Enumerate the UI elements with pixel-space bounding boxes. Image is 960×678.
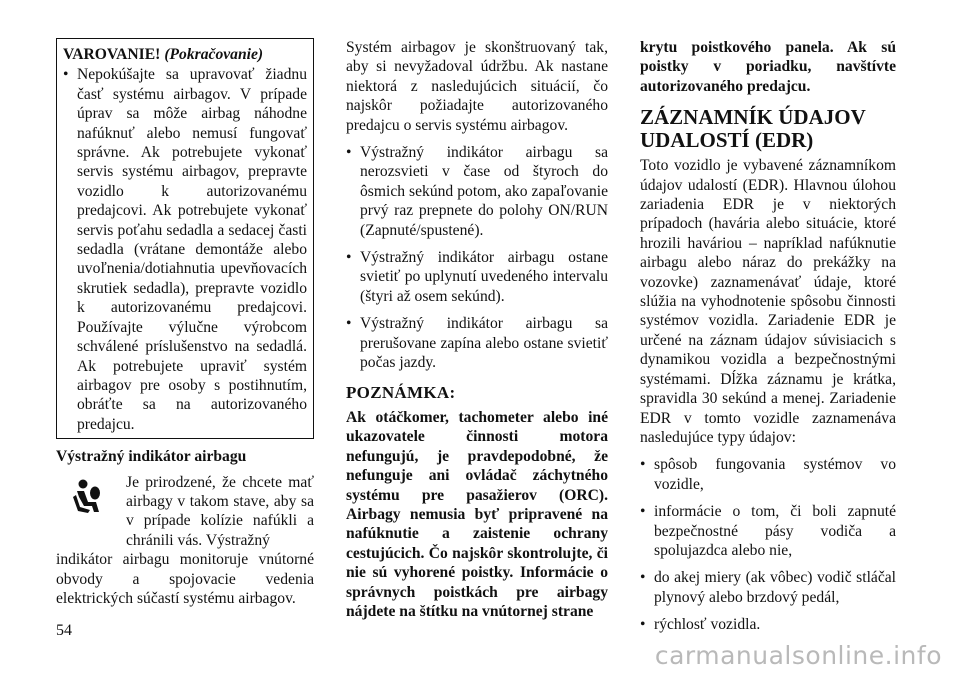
note-heading: POZNÁMKA: <box>346 382 456 402</box>
indicator-heading: Výstražný indikátor airbagu <box>56 448 247 466</box>
warning-list <box>63 65 307 434</box>
edr-body: Toto vozidlo je vybavené záznamníkom údajov udalostí (EDR). Hlavnou úlohou zariadenia EDR je v niektorých prípadoch (havária alebo situácie, ktoré hrozili haváriou – napríklad nafúknutie airbagu alebo náraz do prekážky na vozovke) zaznamenávať údaje, ktoré slúžia na vyhodnotenie spôsobu činnosti systémov vozidla. Zariadenie EDR je určené na záznam údajov súvisiacich s dynamikou vozidla a bezpečnostnými systémami. Dĺžka záznamu je krátka, spravidla 30 sekúnd a menej. Zariadenie EDR v tomto vozidle zaznamenáva nasledujúce typy údajov: <box>640 157 896 446</box>
indicator-text-full: indikátor airbagu monitoruje vnútorné obvody a spojovacie vedenia elektrických súčastí systému airbagov. <box>56 551 314 607</box>
warning-label: VAROVANIE! <box>63 46 161 63</box>
edr-data-list <box>640 455 896 634</box>
left-column <box>56 38 314 608</box>
watermark: carmanualsonline.info <box>654 641 942 670</box>
warning-box <box>56 38 314 439</box>
middle-column <box>346 38 608 621</box>
edr-heading-line2: UDALOSTÍ (EDR) <box>640 128 814 153</box>
page-number: 54 <box>56 622 72 639</box>
note-continued: krytu poistkového panela. Ak sú poistky v poriadku, navštívte autorizovaného predajcu. <box>640 39 896 95</box>
list-item: • Výstražný indikátor airbagu sa nerozsvieti v čase od štyroch do ôsmich sekúnd potom, ako zapaľovanie prvý raz prepnete do polohy ON/RUN (Zapnuté/spustené). <box>346 143 608 240</box>
list-item: • do akej miery (ak vôbec) vodič stláčal plynový alebo brzdový pedál, <box>640 568 896 607</box>
note-text: Ak otáčkomer, tachometer alebo iné ukazovatele činnosti motora nefungujú, je pravdepodobné, že nefunguje ani ovládač záchytného systému pre pasažierov (ORC). Airbagy nemusia byť pripravené na nafúknutie a zaistenie ochrany cestujúcich. Čo najskôr skontrolujte, či nie sú vyhorené poistky. Informácie o správnych poistkách pre airbagy nájdete na štítku na vnútornej strane <box>346 408 608 620</box>
airbag-warning-icon <box>68 478 108 518</box>
list-item: • Výstražný indikátor airbagu sa prerušovane zapína alebo ostane svietiť počas jazdy. <box>346 314 608 372</box>
right-column <box>640 38 896 643</box>
edr-heading <box>640 106 896 152</box>
maintenance-intro: Systém airbagov je skonštruovaný tak, aby si nevyžadoval údržbu. Ak nastane niektorá z nasledujúcich situácií, čo najskôr požiadajte autorizovaného predajcu o servis systému airbagov. <box>346 39 608 134</box>
warning-item: • Nepokúšajte sa upravovať žiadnu časť systému airbagov. V prípade úprav sa môže airbag náhodne nafúknuť alebo nemusí fungovať správne. Ak potrebujete vykonať servis systému airbagov, prepravte vozidlo k autorizovanému predajcovi. Ak potrebujete vykonať servis poťahu sedadla a sedacej časti sedadla (vrátane demontáže alebo uvoľnenia/dotiahnutia upevňovacích skrutiek sedadla), prepravte vozidlo k autorizovanému predajcovi. Používajte výlučne výrobcom schválené príslušenstvo na sedadlá. Ak potrebujete upraviť systém airbagov pre osoby s postihnutím, obráťte sa na autorizovaného predajcu. <box>63 65 307 434</box>
list-item: • Výstražný indikátor airbagu ostane svietiť po uplynutí uvedeného intervalu (štyri až osem sekúnd). <box>346 248 608 306</box>
warning-continued: (Pokračovanie) <box>164 46 264 63</box>
list-item: • informácie o tom, či boli zapnuté bezpečnostné pásy vodiča a spolujazdca alebo nie, <box>640 502 896 560</box>
list-item: • spôsob fungovania systémov vo vozidle, <box>640 455 896 494</box>
service-conditions-list <box>346 143 608 372</box>
edr-heading-line1: ZÁZNAMNÍK ÚDAJOV <box>640 105 866 130</box>
indicator-text-indented: Je prirodzené, že chcete mať airbagy v takom stave, aby sa v prípade kolízie nafúkli a chránili vás. Výstražný <box>126 473 314 549</box>
warning-title <box>63 45 307 64</box>
list-item: • rýchlosť vozidla. <box>640 615 896 634</box>
